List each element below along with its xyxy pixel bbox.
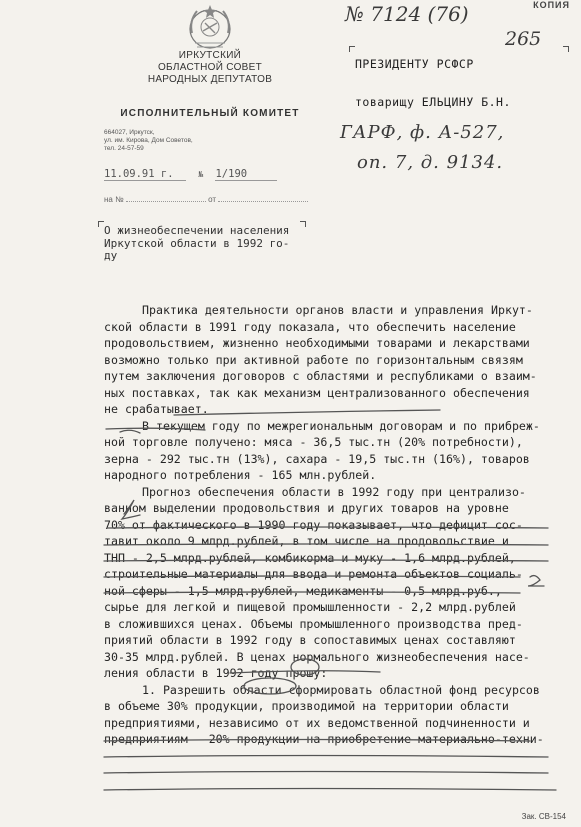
margin-mark [528, 576, 544, 586]
body-line: Практика деятельности органов власти и управления Иркут- [142, 303, 533, 317]
body-line: Прогноз обеспечения области в 1992 году при централизо- [142, 484, 526, 499]
body-line: тавит около 9 млрд.рублей, в том числе на продовольствие и [104, 534, 509, 548]
body-line: строительные материалы для ввода и ремонта объектов социаль- [104, 567, 523, 581]
underline-mark [104, 756, 548, 758]
ref-from-label: от [208, 195, 217, 204]
body-line: не срабатывает. [104, 402, 209, 416]
letter-number: 1/190 [215, 168, 277, 181]
underline-mark [104, 789, 556, 791]
body-line: ской области в 1991 году показала, что обеспечить население [104, 319, 516, 334]
margin-number-mark [122, 500, 140, 519]
org-name-line-3: НАРОДНЫХ ДЕПУТАТОВ [147, 74, 273, 85]
body-line: ванном выделении продовольствия и других товаров на уровне [104, 501, 509, 515]
org-name-line-1: ИРКУТСКИЙ [178, 50, 242, 61]
registration-number: № 7124 (76) [345, 2, 469, 26]
address-line-2: ул. им. Кирова, Дом Советов, [104, 137, 193, 144]
body-line: зерна - 292 тыс.тн (13%), сахара - 19,5 тыс.тн (16%), товаров [104, 451, 530, 466]
body-line: предприятиям - 20% продукции на приобретение материально-техни- [104, 732, 544, 746]
body-line: ления области в 1992 году прошу: [104, 666, 328, 680]
subject-line-3: ду [104, 249, 118, 262]
body-line: ТНП - 2,5 млрд.рублей, комбикорма и муку - 1,6 млрд.рублей, [104, 550, 516, 565]
address-line-3: тел. 24-57-59 [104, 145, 144, 152]
body-line: возможно только при активной работе по горизонтальным связям [104, 352, 523, 367]
body-line: сырье для легкой и пищевой промышленности - 2,2 млрд.рублей [104, 600, 516, 614]
subject-line-1: О жизнеобеспечении населения [104, 224, 290, 237]
ref-label: на № [104, 195, 124, 204]
body-line: 1. Разрешить области сформировать областной фонд ресурсов [142, 682, 540, 697]
underline-mark [230, 671, 380, 673]
underline-mark [120, 430, 140, 433]
body-line: В текущем году по межрегиональным договорам и по прибреж- [142, 418, 540, 433]
printing-order-number: Зак. СВ-154 [521, 812, 566, 821]
underline-mark [104, 772, 548, 774]
underline-mark [104, 560, 548, 561]
recipient-title: ПРЕЗИДЕНТУ РСФСР [355, 57, 474, 71]
body-line: 70% от фактического в 1990 году показывает, что дефицит сос- [104, 517, 523, 532]
body-line: в объеме 30% продукции, производимой на территории области [104, 699, 509, 713]
underline-mark [107, 527, 548, 528]
circled-word-mark [291, 659, 319, 675]
underline-mark [104, 544, 548, 545]
org-name-line-2: ОБЛАСТНОЙ СОВЕТ [157, 62, 263, 73]
circled-word-mark [244, 678, 296, 694]
underline-mark [104, 576, 520, 577]
letter-date: 11.09.91 г. [104, 168, 186, 181]
underline-mark [104, 740, 530, 742]
underline-mark [174, 410, 440, 415]
archive-reference-line-2: оп. 7, д. 9134. [357, 152, 504, 173]
body-line: продовольствием, жизненно необходимыми товарами и лекарствами [104, 336, 530, 350]
underline-mark [104, 592, 520, 593]
body-line: ной торговле получено: мяса - 36,5 тыс.тн (20% потребности), [104, 435, 523, 449]
body-line: предприятиями, независимо от их ведомственной подчиненности и [104, 715, 530, 730]
number-label: № [198, 170, 204, 179]
recipient-name: товарищу ЕЛЬЦИНУ Б.Н. [355, 95, 511, 109]
handwritten-page-number: 265 [505, 28, 542, 50]
archive-reference-line-1: ГАРФ, ф. А-527, [340, 122, 505, 143]
body-line: приятий области в 1992 году в сопоставимых ценах составляют [104, 633, 516, 647]
body-line: путем заключения договоров с областями и республиками о взаим- [104, 369, 537, 383]
body-line: народного потребления - 165 млн.рублей. [104, 468, 377, 482]
subject-line-2: Иркутской области в 1992 го- [104, 236, 290, 250]
underline-mark [106, 428, 205, 430]
body-line: ных поставках, так как механизм централизованного обеспечения [104, 385, 530, 400]
body-line: 30-35 млрд.рублей. В ценах нормального жизнеобеспечения насе- [104, 649, 530, 664]
committee-name: ИСПОЛНИТЕЛЬНЫЙ КОМИТЕТ [120, 108, 300, 119]
body-line: в сложившихся ценах. Объемы промышленного производства пред- [104, 616, 523, 631]
address-line-1: 664027, Иркутск, [104, 129, 155, 136]
copy-stamp: КОПИЯ [533, 0, 570, 10]
body-line: ной сферы - 1,5 млрд.рублей, медикаменты - 0,5 млрд.руб., [104, 583, 502, 598]
